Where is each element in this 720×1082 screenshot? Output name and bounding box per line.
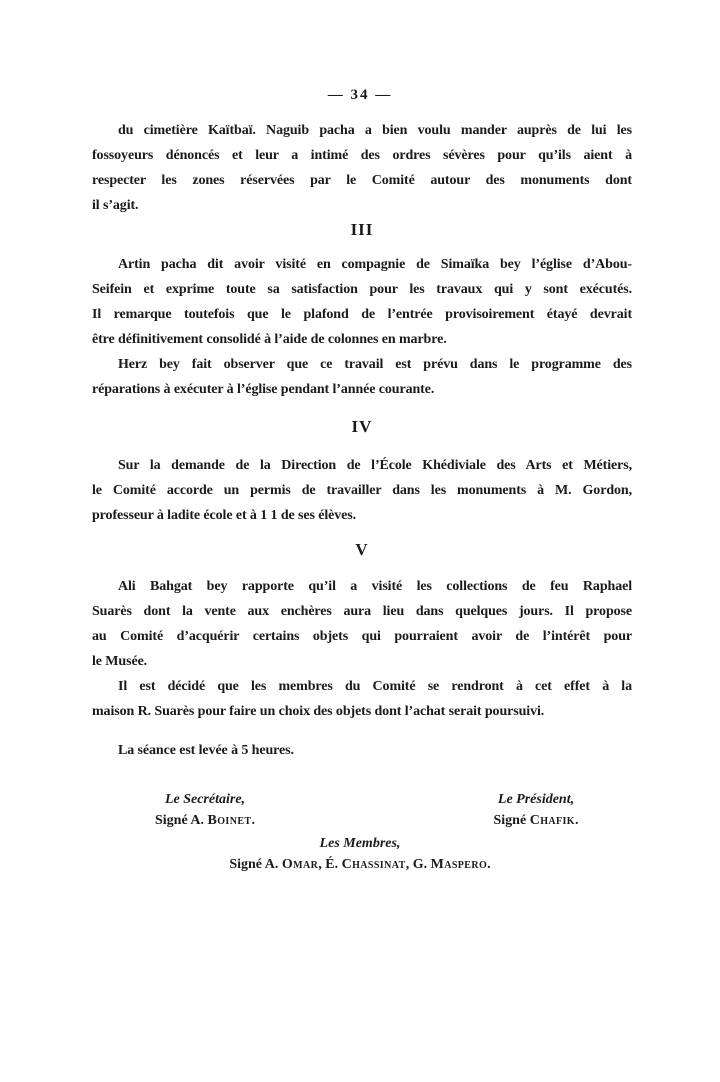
body-line: être définitivement consolidé à l’aide de colonnes en marbre. bbox=[92, 332, 447, 347]
body-line: il s’agit. bbox=[92, 198, 139, 213]
page-number: — 34 — bbox=[327, 87, 393, 103]
member-initial: G. bbox=[412, 857, 431, 872]
body-line: respecter les zones réservées par le Comité autour des monuments dont bbox=[92, 173, 632, 188]
member-surname: Chassinat bbox=[341, 857, 406, 872]
paragraph-ecole-khediviale bbox=[92, 453, 632, 528]
signature-block bbox=[0, 789, 720, 875]
signed-suffix: . bbox=[574, 813, 579, 828]
section-heading-v: V bbox=[355, 540, 369, 559]
section-heading-iv: IV bbox=[351, 417, 373, 436]
paragraph-artin-pacha bbox=[92, 252, 632, 352]
signed-prefix: Signé bbox=[493, 813, 530, 828]
member-surname: Maspero bbox=[430, 857, 488, 872]
body-line: du cimetière Kaïtbaï. Naguib pacha a bien voulu mander auprès de lui les bbox=[118, 123, 632, 138]
president-signed-line bbox=[460, 810, 612, 831]
separator: , bbox=[318, 857, 326, 872]
signed-prefix: Signé bbox=[229, 857, 265, 872]
body-line: Il est décidé que les membres du Comité se rendront à cet effet à la bbox=[118, 679, 632, 694]
paragraph-herz-bey bbox=[92, 352, 632, 402]
signed-prefix: Signé A. bbox=[155, 813, 208, 828]
body-line: Artin pacha dit avoir visité en compagnie de Simaïka bey l’église d’Abou- bbox=[118, 257, 632, 272]
member-initial: É. bbox=[325, 857, 342, 872]
body-text bbox=[92, 118, 632, 763]
president-surname: Chafik bbox=[529, 813, 575, 828]
president-role-label: Le Président, bbox=[497, 792, 575, 807]
body-line: fossoyeurs dénoncés et leur a intimé des ordres sévères pour qu’ils aient à bbox=[92, 148, 632, 163]
body-line: professeur à ladite école et à 1 1 de ses élèves. bbox=[92, 508, 357, 523]
signed-suffix: . bbox=[251, 813, 255, 828]
paragraph-decision-suares bbox=[92, 674, 632, 724]
body-line: Seifein et exprime toute sa satisfaction pour les travaux qui y sont exécutés. bbox=[92, 282, 632, 297]
body-line: le Comité accorde un permis de travailler dans les monuments à M. Gordon, bbox=[92, 483, 632, 498]
members-signed-line bbox=[0, 854, 720, 875]
closing-line: La séance est levée à 5 heures. bbox=[118, 743, 294, 758]
body-line: Herz bey fait observer que ce travail est prévu dans le programme des bbox=[118, 357, 632, 372]
paragraph-ali-bahgat bbox=[92, 574, 632, 674]
secretary-role-label: Le Secrétaire, bbox=[164, 792, 246, 807]
body-line: au Comité d’acquérir certains objets qui pourraient avoir de l’intérêt pour bbox=[92, 629, 632, 644]
president-signature bbox=[460, 789, 612, 831]
paragraph-cemetery bbox=[92, 118, 632, 218]
members-signature bbox=[0, 833, 720, 875]
body-line: maison R. Suarès pour faire un choix des objets dont l’achat serait poursuivi. bbox=[92, 704, 545, 719]
member-initial: A. bbox=[264, 857, 282, 872]
body-line: Ali Bahgat bey rapporte qu’il a visité les collections de feu Raphael bbox=[118, 579, 632, 594]
body-line: Il remarque toutefois que le plafond de l’entrée provisoirement étayé devrait bbox=[92, 307, 632, 322]
separator: , bbox=[405, 857, 413, 872]
secretary-signed-line bbox=[120, 810, 290, 831]
body-line: le Musée. bbox=[92, 654, 148, 669]
secretary-surname: Boinet bbox=[207, 813, 252, 828]
signature-row bbox=[0, 789, 720, 831]
secretary-signature bbox=[120, 789, 290, 831]
body-line: Sur la demande de la Direction de l’École Khédiviale des Arts et Métiers, bbox=[118, 458, 632, 473]
body-line: réparations à exécuter à l’église pendant l’année courante. bbox=[92, 382, 435, 397]
body-line: Suarès dont la vente aux enchères aura lieu dans quelques jours. Il propose bbox=[92, 604, 632, 619]
section-heading-iii: III bbox=[350, 220, 374, 239]
signed-suffix: . bbox=[487, 857, 491, 872]
members-role-label: Les Membres, bbox=[319, 836, 401, 851]
member-surname: Omar bbox=[281, 857, 319, 872]
